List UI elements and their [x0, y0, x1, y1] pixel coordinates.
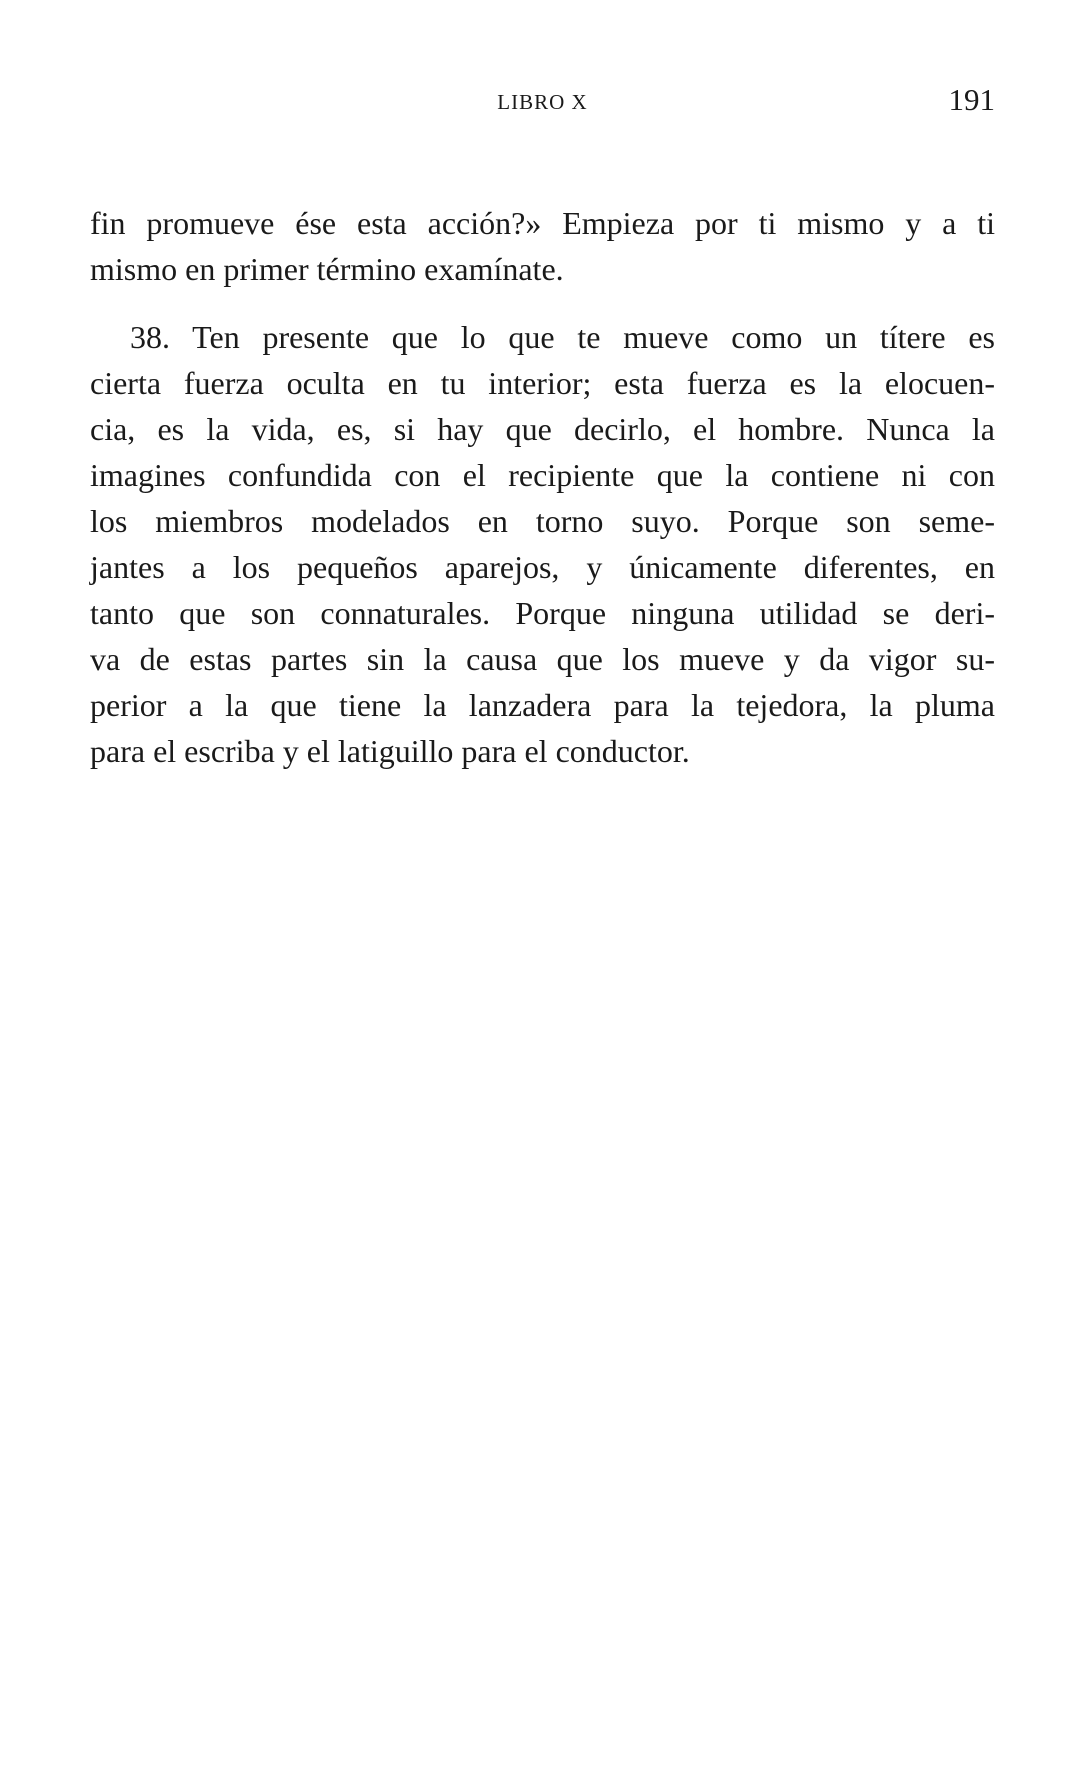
page-header: [90, 82, 995, 122]
text-line: imagines confundida con el recipiente que la contiene ni con: [90, 457, 995, 493]
text-line: perior a la que tiene la lanzadera para la tejedora, la pluma: [90, 687, 995, 723]
text-line: jantes a los pequeños aparejos, y únicamente diferentes, en: [90, 549, 995, 585]
text-line: para el escriba y el latiguillo para el conductor.: [90, 733, 690, 769]
paragraph-38: [90, 314, 995, 774]
text-line: 38. Ten presente que lo que te mueve como un títere es: [130, 319, 995, 355]
text-line: mismo en primer término examínate.: [90, 251, 564, 287]
paragraph: [90, 200, 995, 292]
text-line: fin promueve ése esta acción?» Empieza por ti mismo y a ti: [90, 205, 995, 241]
text-line: los miembros modelados en torno suyo. Porque son seme-: [90, 503, 995, 539]
text-line: va de estas partes sin la causa que los mueve y da vigor su-: [90, 641, 995, 677]
text-line: cia, es la vida, es, si hay que decirlo, el hombre. Nunca la: [90, 411, 995, 447]
text-line: tanto que son connaturales. Porque ninguna utilidad se deri-: [90, 595, 995, 631]
running-title: LIBRO X: [497, 90, 588, 114]
page-number: 191: [948, 82, 995, 117]
text-line: cierta fuerza oculta en tu interior; esta fuerza es la elocuen-: [90, 365, 995, 401]
page-body: [90, 200, 995, 774]
